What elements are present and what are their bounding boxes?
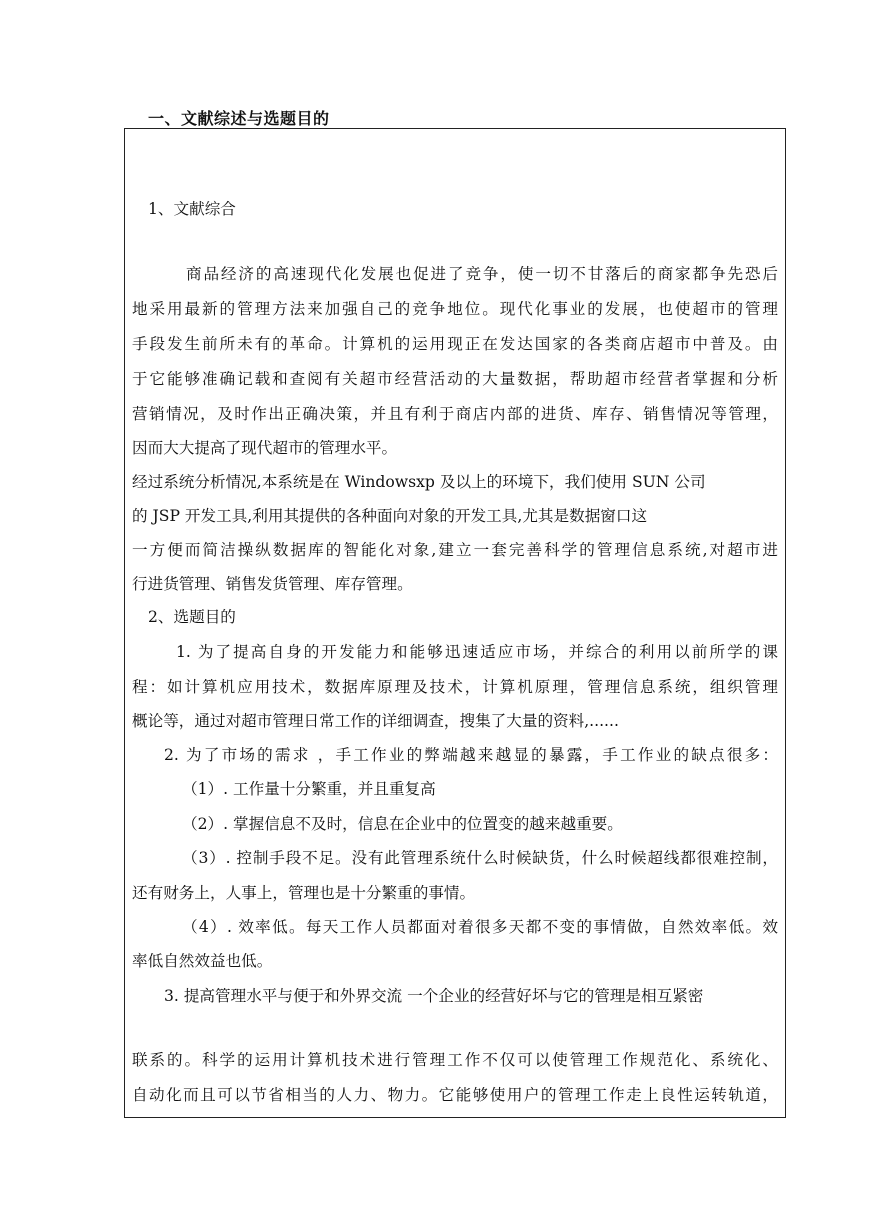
paragraph-line: 概论等，通过对超市管理日常工作的详细调查，搜集了大量的资料,...... — [132, 712, 619, 730]
section-heading: 一、文献综述与选题目的 — [148, 109, 330, 128]
list-item: （1）. 工作量十分繁重，并且重复高 — [182, 780, 436, 798]
paragraph-line: 程：如计算机应用技术，数据库原理及技术，计算机原理，管理信息系统，组织管理 — [132, 678, 778, 696]
subsection-title-purpose: 2、选题目的 — [148, 608, 236, 626]
paragraph-line: 联系的。科学的运用计算机技术进行管理工作不仅可以使管理工作规范化、系统化、 — [132, 1051, 778, 1069]
list-item: （3）. 控制手段不足。没有此管理系统什么时候缺货，什么时候超线都很难控制， — [182, 849, 778, 867]
list-item: （2）. 掌握信息不及时，信息在企业中的位置变的越来越重要。 — [182, 815, 623, 833]
paragraph-line: 3. 提高管理水平与便于和外界交流 一个企业的经营好坏与它的管理是相互紧密 — [164, 987, 704, 1005]
paragraph-line: 自动化而且可以节省相当的人力、物力。它能够使用户的管理工作走上良性运转轨道， — [132, 1086, 778, 1104]
paragraph-line: 手段发生前所未有的革命。计算机的运用现正在发达国家的各类商店超市中普及。由 — [132, 335, 778, 353]
paragraph-line: 一方便而简洁操纵数据库的智能化对象,建立一套完善科学的管理信息系统,对超市进 — [132, 541, 778, 559]
paragraph-line: 1. 为了提高自身的开发能力和能够迅速适应市场，并综合的利用以前所学的课 — [176, 643, 778, 661]
list-item: （4）. 效率低。每天工作人员都面对着很多天都不变的事情做，自然效率低。效 — [182, 918, 778, 936]
subsection-title-literature: 1、文献综合 — [148, 200, 236, 218]
paragraph-line: 营销情况，及时作出正确决策，并且有利于商店内部的进货、库存、销售情况等管理， — [132, 405, 778, 423]
paragraph-line: 于它能够准确记载和查阅有关超市经营活动的大量数据，帮助超市经营者掌握和分析 — [132, 370, 778, 388]
paragraph-line: 地采用最新的管理方法来加强自己的竞争地位。现代化事业的发展，也使超市的管理 — [132, 300, 778, 318]
paragraph-line: 经过系统分析情况,本系统是在 Windowsxp 及以上的环境下，我们使用 SUN 公司 — [132, 473, 706, 491]
paragraph-line: 率低自然效益也低。 — [132, 952, 273, 970]
paragraph-line: 因而大大提高了现代超市的管理水平。 — [132, 439, 398, 457]
paragraph-line: 还有财务上，人事上，管理也是十分繁重的事情。 — [132, 884, 476, 902]
paragraph-line: 行进货管理、销售发货管理、库存管理。 — [132, 575, 413, 593]
paragraph-line: 2. 为了市场的需求 ，手工作业的弊端越来越显的暴露，手工作业的缺点很多： — [164, 746, 778, 764]
paragraph-line: 商品经济的高速现代化发展也促进了竞争，使一切不甘落后的商家都争先恐后 — [186, 265, 778, 283]
paragraph-line: 的 JSP 开发工具,利用其提供的各种面向对象的开发工具,尤其是数据窗口这 — [132, 507, 648, 525]
